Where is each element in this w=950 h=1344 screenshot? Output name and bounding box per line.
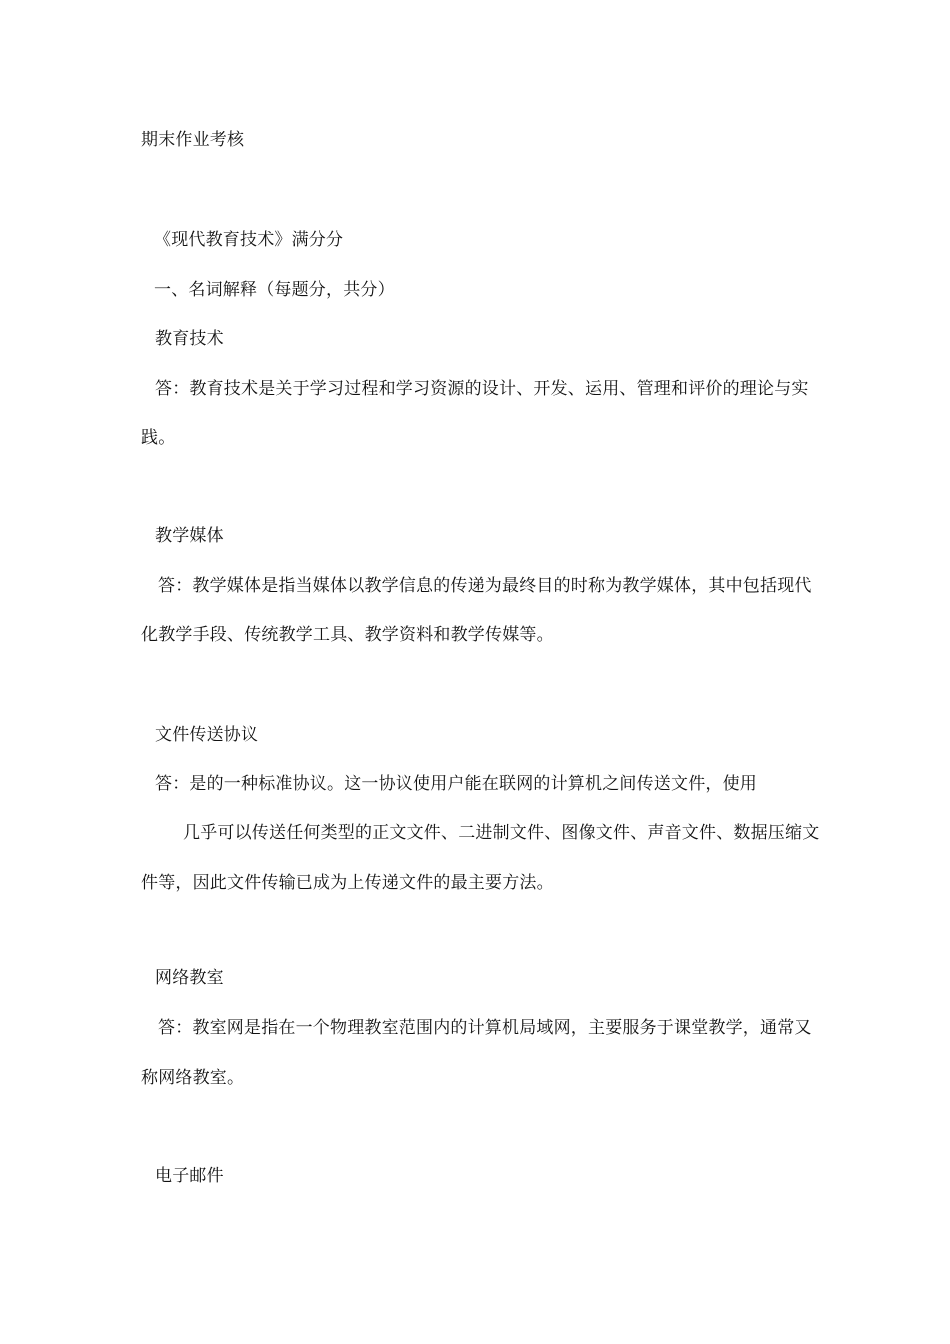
term-heading: 文件传送协议 (155, 725, 259, 745)
answer-text: 答：是的一种标准协议。这一协议使用户能在联网的计算机之间传送文件，使用 (155, 774, 757, 794)
document-title: 期末作业考核 (141, 130, 245, 150)
term-heading: 电子邮件 (155, 1166, 224, 1186)
course-heading: 《现代教育技术》满分分 (154, 230, 344, 250)
answer-text: 几乎可以传送任何类型的正文文件、二进制文件、图像文件、声音文件、数据压缩文 (183, 823, 820, 843)
answer-text: 践。 (141, 428, 176, 448)
answer-text: 件等，因此文件传输已成为上传递文件的最主要方法。 (141, 873, 554, 893)
term-heading: 教学媒体 (155, 526, 224, 546)
answer-text: 化教学手段、传统教学工具、教学资料和教学传媒等。 (141, 625, 554, 645)
answer-text: 答：教学媒体是指当媒体以教学信息的传递为最终目的时称为教学媒体，其中包括现代 (158, 576, 812, 596)
answer-text: 答：教育技术是关于学习过程和学习资源的设计、开发、运用、管理和评价的理论与实 (155, 379, 809, 399)
answer-text: 称网络教室。 (141, 1068, 245, 1088)
term-heading: 教育技术 (155, 329, 224, 349)
term-heading: 网络教室 (155, 968, 224, 988)
section-heading: 一、名词解释（每题分，共分） (154, 280, 395, 300)
answer-text: 答：教室网是指在一个物理教室范围内的计算机局域网，主要服务于课堂教学，通常又 (158, 1018, 812, 1038)
